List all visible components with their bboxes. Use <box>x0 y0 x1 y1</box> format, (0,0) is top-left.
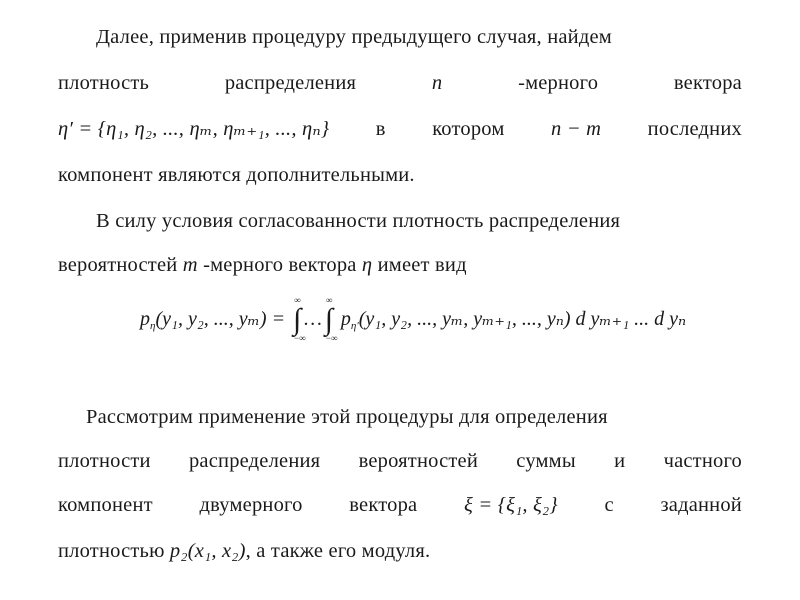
word: распределения <box>224 72 357 94</box>
paragraph-1-line-1 <box>58 22 742 52</box>
text: Рассмотрим применение этой процедуры для определения <box>86 406 608 428</box>
word: частного <box>663 450 742 472</box>
paragraph-1-line-4 <box>58 160 742 190</box>
word: с <box>604 494 614 516</box>
word: плотность <box>58 72 150 94</box>
word: вектора <box>349 494 418 516</box>
integral-lower-limit: −∞ <box>294 333 306 344</box>
word: суммы <box>516 450 576 472</box>
word: и <box>614 450 626 472</box>
word: в <box>375 118 386 140</box>
integral-lower-limit: −∞ <box>325 333 338 344</box>
word: вероятностей <box>58 254 178 276</box>
text: В силу условия согласованности плотность распределения <box>96 210 621 232</box>
word: вероятностей <box>358 450 479 472</box>
integral-upper-limit: ∞ <box>325 295 333 306</box>
paragraph-3-line-4 <box>58 536 742 566</box>
math-n: n <box>431 72 443 94</box>
paragraph-1-line-3 <box>58 114 742 144</box>
paragraph-3-line-1 <box>58 402 742 432</box>
formula-lhs-args: (y₁, y₂, ..., yₘ) = <box>155 308 291 330</box>
word: вектора <box>673 72 742 94</box>
word: -мерного вектора <box>203 254 357 276</box>
formula-rhs-args: (y₁, y₂, ..., yₘ, yₘ₊₁, ..., yₙ) d yₘ₊₁ ... d yₙ <box>358 308 687 330</box>
integral-sign-1: ∫ ∞ −∞ <box>292 295 306 344</box>
paragraph-3-line-3 <box>58 490 742 520</box>
word: имеет вид <box>377 254 467 276</box>
paragraph-2-line-1 <box>58 206 742 236</box>
density-formula: $p_\eta(y_1$, y₂, ..., yₘ) = ∫ ∞ −∞ …∫ ∞ −∞ $p_{\eta'}(y_1$, y₂, ..., yₘ, yₘ₊₁, ..., yₙ) d yₘ₊₁ ... d yₙ <box>140 295 687 344</box>
integral-upper-limit: ∞ <box>294 295 301 306</box>
word: двумерного <box>199 494 303 516</box>
paragraph-1-line-2 <box>58 68 742 98</box>
math-xi-vector: ξ = {ξ₁, ξ₂} <box>464 494 558 516</box>
word: компонент <box>58 494 153 516</box>
formula-rhs-p: p <box>340 308 351 330</box>
word: котором <box>432 118 505 140</box>
word: плотности <box>58 450 151 472</box>
math-eta-prime-vector: η′ = {η₁, η₂, ..., ηₘ, ηₘ₊₁, ..., ηₙ} <box>58 118 330 140</box>
paragraph-2-line-2 <box>58 250 742 280</box>
text: Далее, применив процедуру предыдущего случая, найдем <box>96 26 612 48</box>
formula-lhs-sub: η <box>150 320 156 332</box>
paragraph-3-line-2 <box>58 446 742 476</box>
word: -мерного <box>518 72 599 94</box>
word: распределения <box>188 450 321 472</box>
word: плотностью <box>58 540 165 562</box>
math-p2-density: p₂(x₁, x₂) <box>169 540 246 562</box>
math-eta: η <box>361 254 373 276</box>
formula-rhs-sub: η′ <box>350 320 359 332</box>
word: заданной <box>660 494 742 516</box>
integral-sign-2: ∫ ∞ −∞ <box>324 295 338 344</box>
text: компонент являются дополнительными. <box>58 164 415 186</box>
formula-lhs-p: p <box>140 308 150 330</box>
math-n-minus-m: n − m <box>551 118 602 140</box>
word: , а также его модуля. <box>245 540 431 562</box>
word: последних <box>647 118 742 140</box>
math-m: m <box>182 254 198 276</box>
